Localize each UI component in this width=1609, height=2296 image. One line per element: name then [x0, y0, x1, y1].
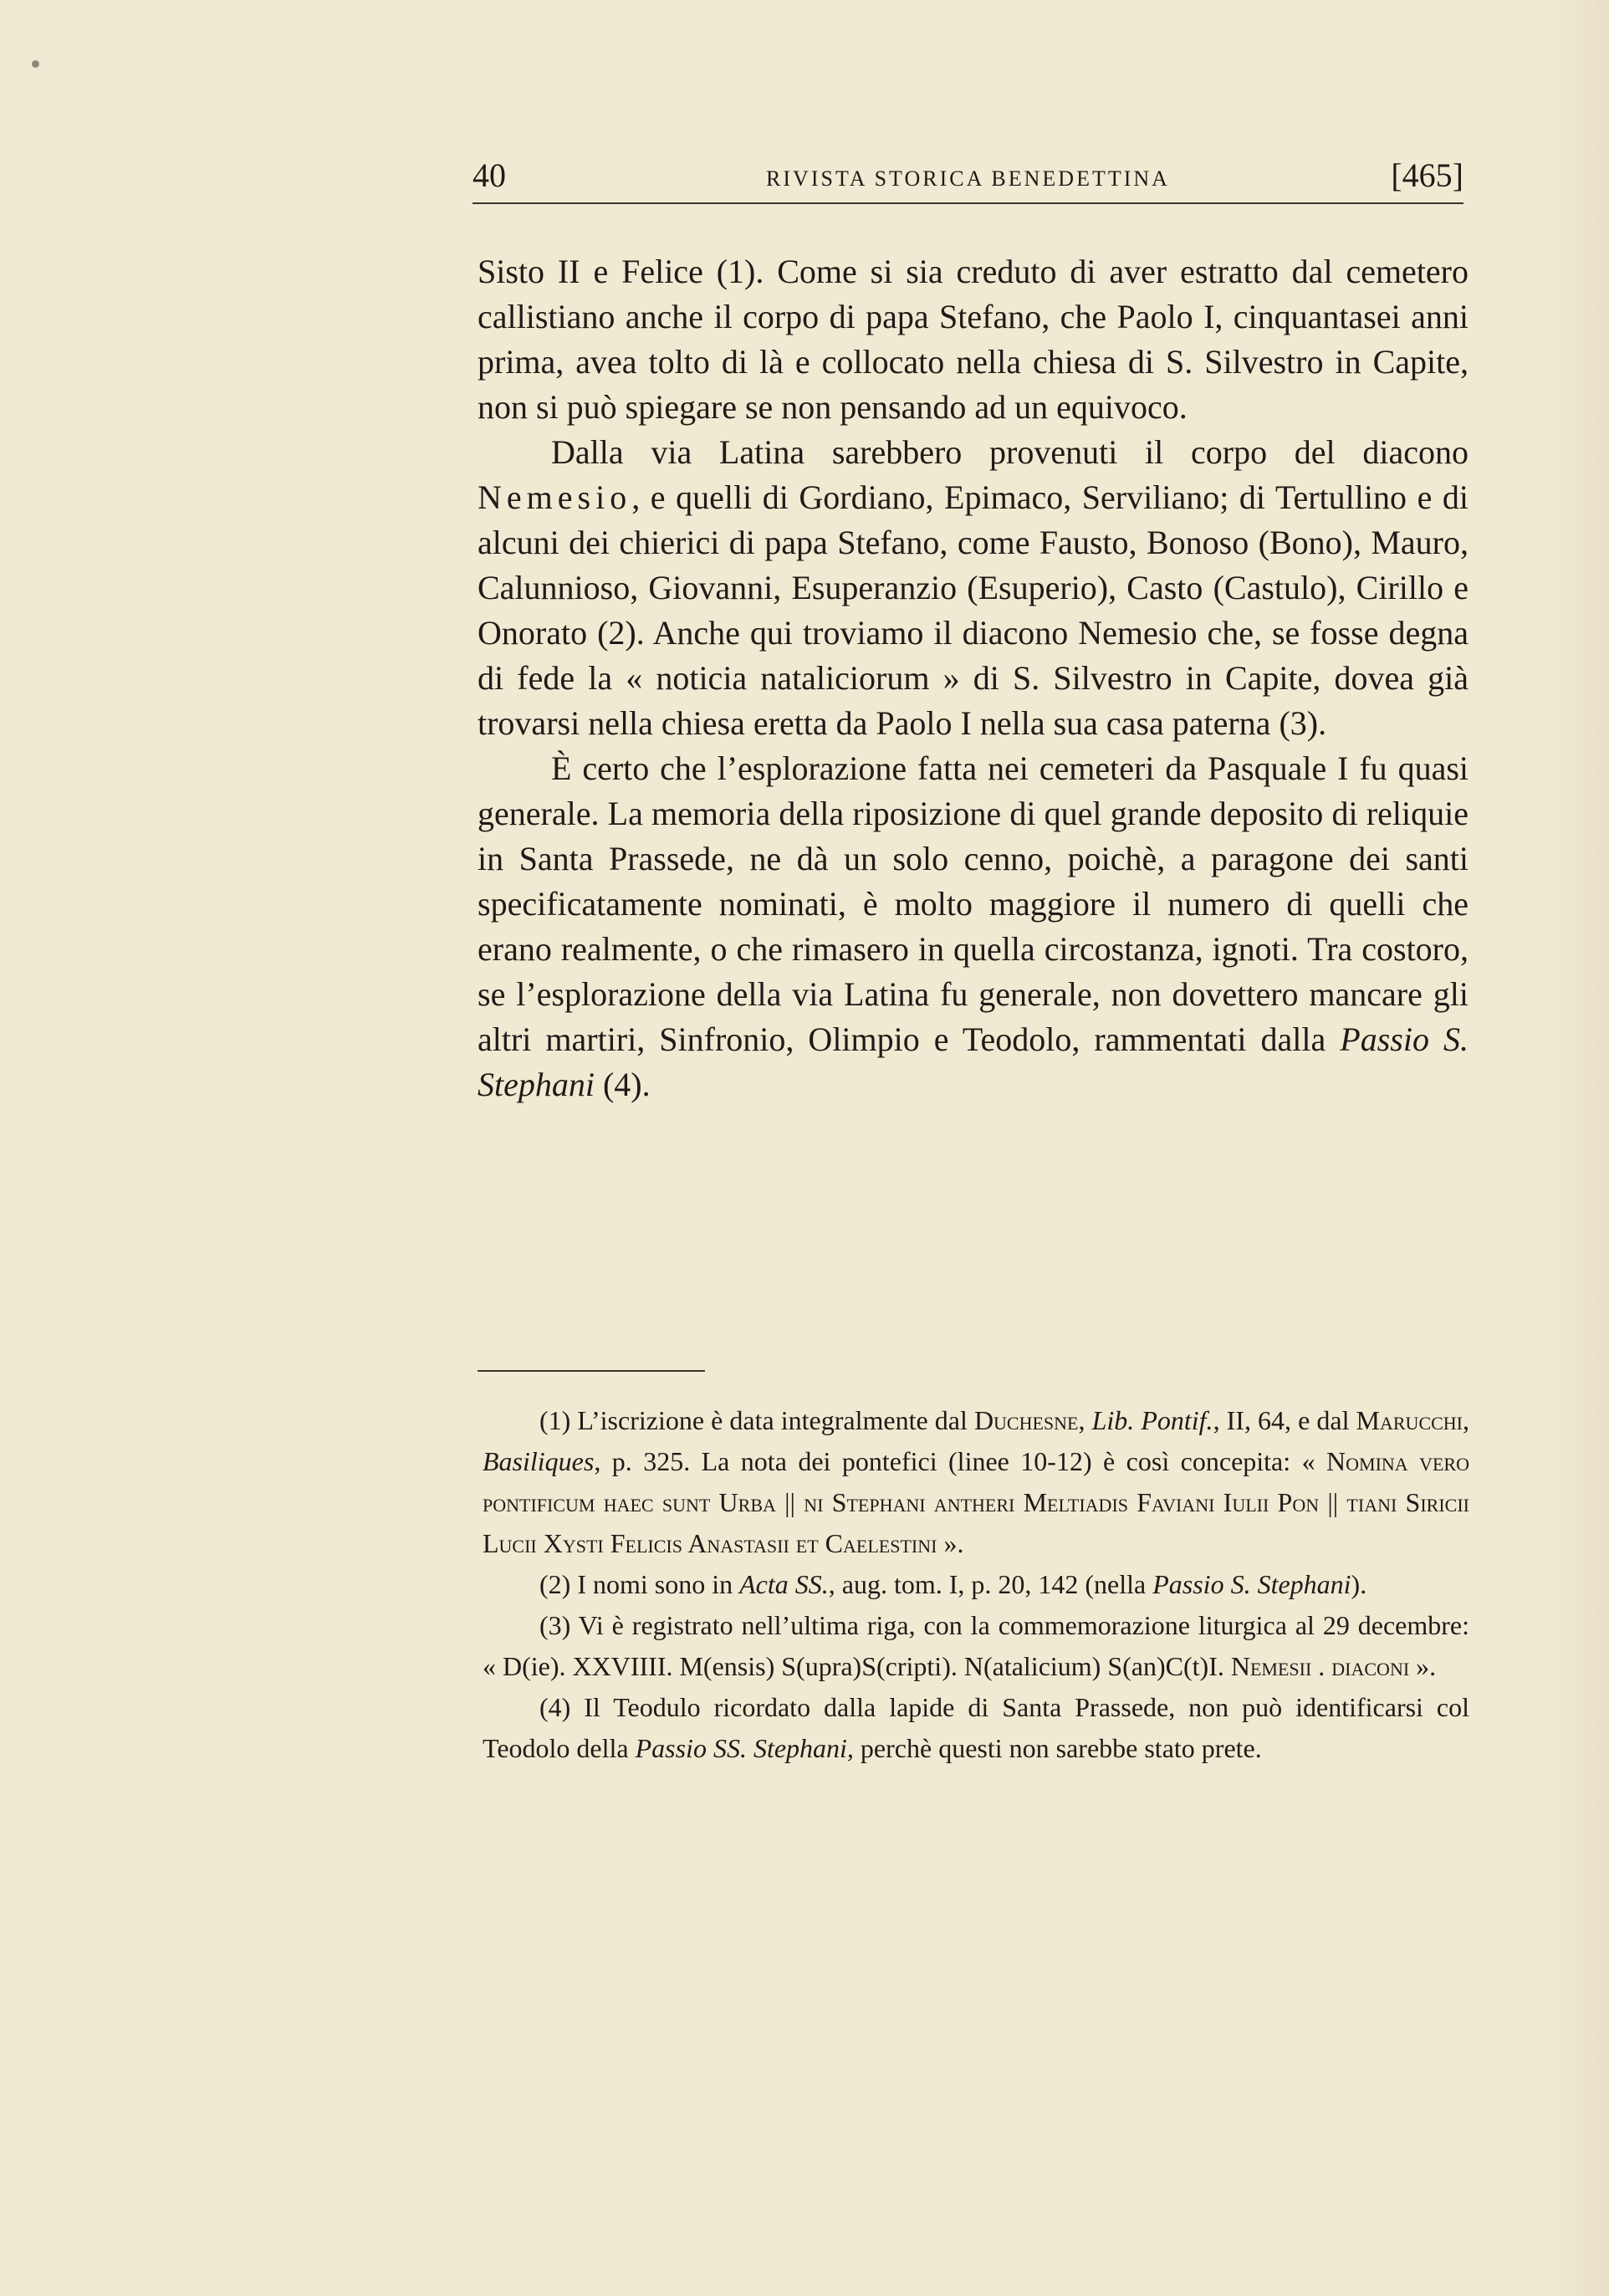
footnote-4-text: (4) Il Teodulo ricordato dalla lapide di Santa Prassede, non può identificarsi col Teodolo della [483, 1692, 1469, 1763]
work-title: Passio S. Stephani [1152, 1569, 1351, 1599]
footnote-1-text: , [1078, 1405, 1092, 1435]
running-header [472, 155, 1463, 197]
paragraph-3-part-b: (4). [594, 1066, 651, 1103]
footnotes [483, 1400, 1469, 1769]
footnote-4-text: perchè questi non sarebbe stato prete. [853, 1733, 1262, 1763]
footnote-4 [483, 1687, 1469, 1769]
footnote-separator [478, 1370, 705, 1372]
author-name: Marucchi [1356, 1405, 1463, 1435]
running-title: RIVISTA STORICA BENEDETTINA [766, 166, 1170, 191]
paragraph-3 [478, 746, 1469, 1107]
paragraph-1: Sisto II e Felice (1). Come si sia creduto di aver estratto dal cemetero callistiano anche il corpo di papa Stefano, che Paolo I, cinquantasei anni prima, avea tolto di là e collocato nella chiesa di S. Silvestro in Capite, non si può spiegare se non pensando ad un equivoco. [478, 253, 1469, 426]
footnote-1-text: , [1463, 1405, 1470, 1435]
original-page-reference: [465] [1391, 156, 1463, 194]
footnote-2-text: , aug. tom. I, p. 20, 142 (nella [828, 1569, 1153, 1599]
footnote-1 [483, 1400, 1469, 1564]
footnote-2-text: (2) I nomi sono in [539, 1569, 740, 1599]
paragraph-2 [478, 430, 1469, 746]
inscription-quote: Nomina vero pontificum haec sunt Urba || ni Stephani antheri Meltiadis Faviani Iulii Pon || tiani Siricii Lucii Xysti Felicis Anastasii et Caelestini [483, 1446, 1469, 1558]
footnote-3-text: ». [1409, 1651, 1437, 1681]
inscription-name: Nemesii . diaconi [1230, 1651, 1410, 1681]
author-name: Duchesne [973, 1405, 1079, 1435]
footnote-1-text: , p. 325. La nota dei pontefici (linee 10-12) è così concepita: « [594, 1446, 1327, 1476]
page-edge-shadow [1550, 0, 1609, 2296]
paragraph-2-part-b: , e quelli di Gordiano, Epimaco, Serviliano; di Tertullino e di alcuni dei chierici di papa Stefano, come Fausto, Bonoso (Bono), Mauro, Calunnioso, Giovanni, Esuperanzio (Esuperio), Casto (Castulo), Cirillo e Onorato (2). Anche qui troviamo il diacono Nemesio che, se fosse degna di fede la « noticia nataliciorum » di S. Silvestro in Capite, dovea già trovarsi nella chiesa eretta da Paolo I nella sua casa paterna (3). [478, 478, 1469, 742]
ink-spot [32, 60, 39, 68]
page-number: 40 [472, 156, 506, 194]
header-rule [472, 202, 1463, 204]
work-title: Acta SS. [739, 1569, 829, 1599]
footnote-2-text: ). [1351, 1569, 1367, 1599]
footnote-1-text: ». [937, 1528, 964, 1558]
work-title: Lib. Pontif. [1091, 1405, 1213, 1435]
work-title: Passio SS. Stephani, [635, 1733, 854, 1763]
main-text [478, 249, 1469, 1107]
footnote-2 [483, 1564, 1469, 1605]
footnote-3-text: (3) Vi è registrato nell’ultima riga, con la commemorazione liturgica al 29 decembre: « D(ie). XXVIIII. M(ensis) S(upra)S(cripti). N(atalicium) S(an)C(t)I. [483, 1610, 1469, 1681]
spaced-name-nemesio: Nemesio [478, 478, 632, 516]
footnote-1-text: (1) L’iscrizione è data integralmente dal [539, 1405, 974, 1435]
work-title-passio: Passio S. Stephani [478, 1020, 1469, 1103]
paragraph-3-part-a: È certo che l’esplorazione fatta nei cemeteri da Pasquale I fu quasi generale. La memoria della riposizione di quel grande deposito di reliquie in Santa Prassede, ne dà un solo cenno, poichè, a paragone dei santi specificatamente nominati, è molto maggiore il numero di quelli che erano realmente, o che rimasero in quella circostanza, ignoti. Tra costoro, se l’esplorazione della via Latina fu generale, non dovettero mancare gli altri martiri, Sinfronio, Olimpio e Teodolo, rammentati dalla [478, 749, 1469, 1058]
footnote-1-text: , II, 64, e dal [1213, 1405, 1356, 1435]
paragraph-2-part-a: Dalla via Latina sarebbero provenuti il corpo del diacono [551, 433, 1469, 471]
work-title: Basiliques [483, 1446, 595, 1476]
footnote-3 [483, 1605, 1469, 1687]
